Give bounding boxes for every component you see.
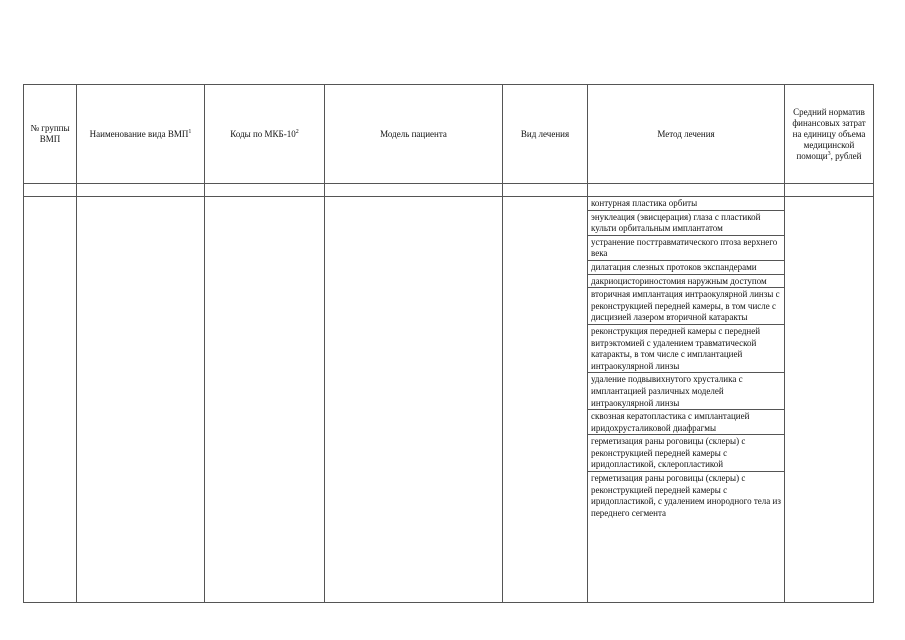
method-list [588,197,785,603]
header-group-number: № группы ВМП [24,85,77,184]
list-item: сквозная кератопластика с имплантацией иридохрусталиковой диафрагмы [588,410,784,435]
list-item: удаление подвывихнутого хрусталика с имплантацией различных моделей интраокулярной линзы [588,373,784,410]
list-item: герметизация раны роговицы (склеры) с реконструкцией передней камеры с иридопластикой, склеропластикой [588,435,784,472]
header-patient-model: Модель пациента [325,85,503,184]
list-item: дилатация слезных протоков экспандерами [588,261,784,275]
list-item: контурная пластика орбиты [588,197,784,211]
list-item: вторичная имплантация интраокулярной линзы с реконструкцией передней камеры, в том числе с дисцизией лазером вторичной катаракты [588,288,784,325]
header-average-cost: Средний норматив финансовых затрат на единицу объема медицинской помощи$^3$, рублей [785,85,874,184]
header-icd-codes: Коды по МКБ-$10^2$ [205,85,325,184]
treatment-table [23,84,874,603]
list-item: энуклеация (эвисцерация) глаза с пластикой культи орбитальным имплантатом [588,211,784,236]
table-row [24,197,874,603]
header-treatment-method: Метод лечения [588,85,785,184]
list-item: реконструкция передней камеры с передней витрэктомией с удалением травматической катаракты, в том числе с имплантацией интраокулярной линзы [588,325,784,373]
header-treatment-type: Вид лечения [503,85,588,184]
list-item: устранение посттравматического птоза верхнего века [588,236,784,261]
list-item: герметизация раны роговицы (склеры) с реконструкцией передней камеры с иридопластикой, с удалением инородного тела из переднего сегмента [591,473,781,518]
list-item: дакриоцисториностомия наружным доступом [588,275,784,289]
column-number-row [24,184,874,197]
header-vmp-name: Наименование вида ВМП$^1$ [77,85,205,184]
header-row [24,85,874,184]
